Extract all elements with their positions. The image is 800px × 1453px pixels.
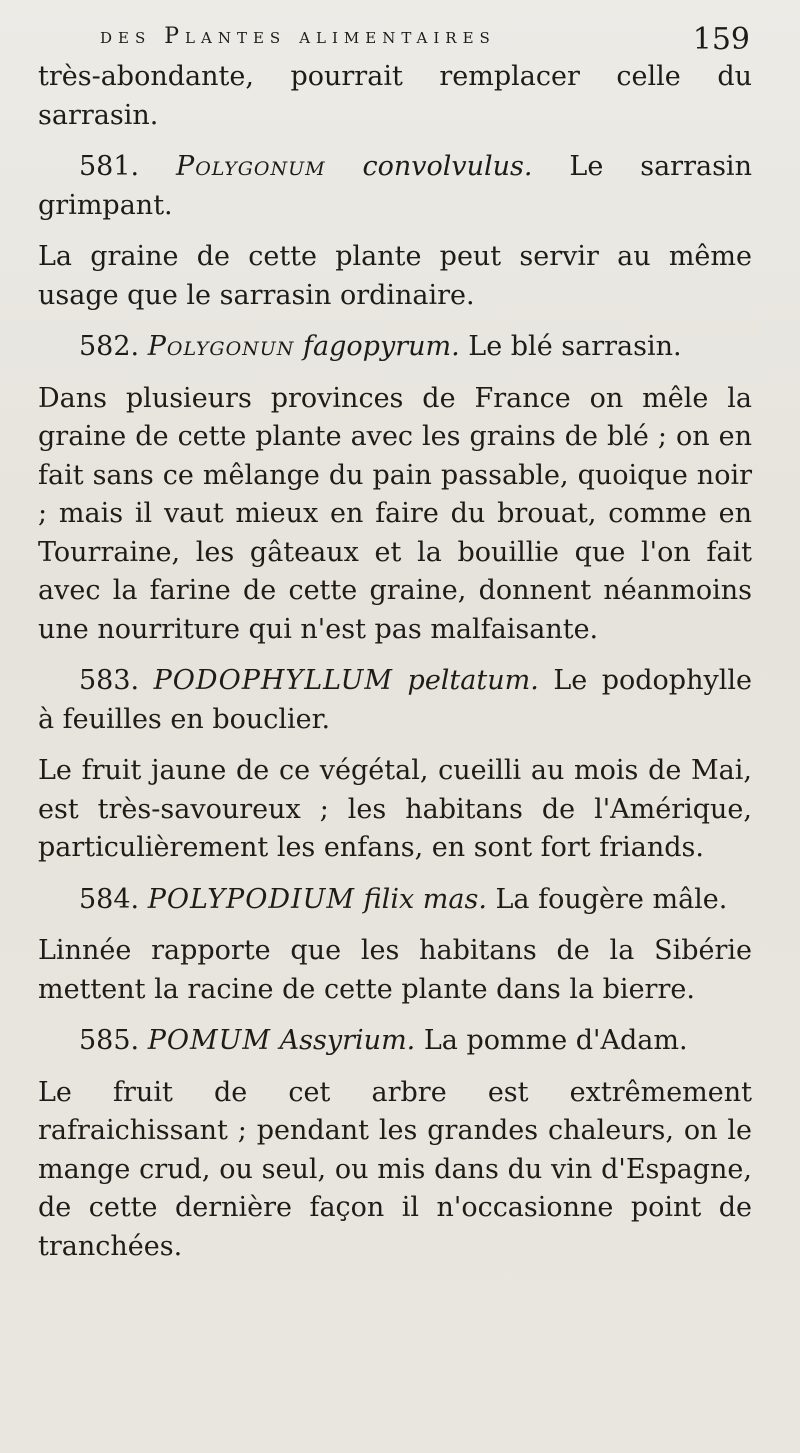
entry-number: 585. [79,1025,140,1056]
entry-body: La graine de cette plante peut servir au même usage que le sarrasin ordinaire. [38,241,752,311]
genus-name: Polygonum [176,151,326,182]
entry-number: 583. [79,665,140,696]
entry-number: 584. [79,883,140,915]
common-name: La pomme d'Adam. [423,1025,688,1056]
species-name: fagopyrum. [303,331,460,362]
running-title: des Plantes alimentaires [100,24,496,49]
entry-body: Linnée rapporte que les habitans de la Sibérie mettent la racine de cette plante dans la bierre. [38,935,752,1005]
species-name: Assyrium. [279,1025,416,1056]
entry-heading [38,881,752,920]
common-name: Le podophylle à feuilles en bouclier. [38,665,752,735]
common-name: La fougère mâle. [495,883,728,915]
entry-heading [38,148,752,225]
entry-body: Le fruit de cet arbre est extrêmement rafraichissant ; pendant les grandes chaleurs, on le mange crud, ou seul, ou mis dans du vin d'Espagne, de cette dernière façon il n'occasionne point de tranchées. [38,1076,752,1262]
genus-name: Polygonun [147,331,295,362]
species-name: peltatum. [407,665,539,696]
genus-name: PODOPHYLLUM [153,665,394,696]
entry-body: Dans plusieurs provinces de France on mêle la graine de cette plante avec les grains de blé ; on en fait sans ce mêlange du pain passable, quoique noir ; mais il vaut mieux en faire du brouat, comme en Tourraine, les gâteaux et la bouillie que l'on fait avec la farine de cette graine, donnent néanmoins une nourriture qui n'est pas malfaisante. [38,382,752,645]
species-name: filix mas. [363,883,487,915]
common-name: Le blé sarrasin. [468,331,682,362]
entry-number: 581. [79,151,140,182]
page-number: 159 [692,22,750,57]
entry-body: Le fruit jaune de ce végétal, cueilli au mois de Mai, est très-savoureux ; les habitans de l'Amérique, particulièrement les enfans, en sont fort friands. [38,755,752,863]
entry-heading [38,1022,752,1061]
continuation-paragraph: très-abondante, pourrait remplacer celle du sarrasin. [38,61,752,131]
species-name: convolvulus. [362,151,533,182]
genus-name: POMUM [147,1025,272,1056]
common-name: Le sarrasin grimpant. [38,151,752,221]
entry-heading [38,662,752,739]
entry-heading [38,328,752,367]
entry-number: 582. [79,331,140,362]
page-text [38,58,752,1266]
genus-name: POLYPODIUM [147,883,356,915]
